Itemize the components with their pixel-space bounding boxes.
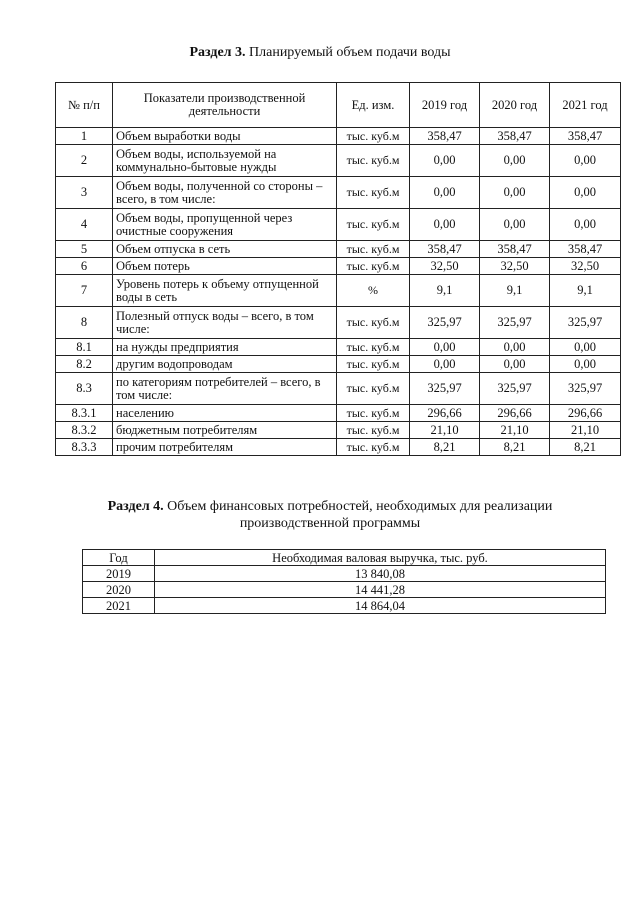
row-year: 2021: [83, 598, 155, 614]
section-4-title-text: Объем финансовых потребностей, необходимых для реализации производственной программы: [163, 499, 553, 531]
row-indicator: Уровень потерь к объему отпущенной воды в сеть: [113, 275, 337, 307]
row-2020: 358,47: [480, 241, 550, 258]
row-num: 1: [56, 128, 113, 145]
row-2021: 325,97: [550, 373, 621, 405]
row-num: 8.3.2: [56, 422, 113, 439]
header-2019: 2019 год: [410, 83, 480, 128]
row-2019: 325,97: [410, 373, 480, 405]
row-num: 8.2: [56, 356, 113, 373]
row-num: 8.3.3: [56, 439, 113, 456]
row-unit: тыс. куб.м: [337, 145, 410, 177]
row-num: 6: [56, 258, 113, 275]
row-2021: 0,00: [550, 356, 621, 373]
table-row: [83, 582, 606, 598]
row-unit: тыс. куб.м: [337, 405, 410, 422]
row-2021: 0,00: [550, 339, 621, 356]
row-indicator: бюджетным потребителям: [113, 422, 337, 439]
row-2019: 0,00: [410, 145, 480, 177]
table-row: [56, 422, 621, 439]
row-2020: 9,1: [480, 275, 550, 307]
table-row: [56, 241, 621, 258]
row-2019: 358,47: [410, 241, 480, 258]
row-2019: 296,66: [410, 405, 480, 422]
water-supply-table: [55, 82, 621, 456]
row-year: 2019: [83, 566, 155, 582]
table-row: [56, 209, 621, 241]
section-4-title: [70, 498, 590, 532]
section-4-title-bold: Раздел 4.: [107, 499, 164, 514]
table-row: [56, 145, 621, 177]
row-2020: 8,21: [480, 439, 550, 456]
row-2021: 358,47: [550, 128, 621, 145]
row-2019: 9,1: [410, 275, 480, 307]
row-indicator: прочим потребителям: [113, 439, 337, 456]
row-indicator: населению: [113, 405, 337, 422]
row-num: 5: [56, 241, 113, 258]
row-unit: тыс. куб.м: [337, 439, 410, 456]
row-2019: 358,47: [410, 128, 480, 145]
row-num: 4: [56, 209, 113, 241]
table-header-row: [56, 83, 621, 128]
row-2021: 358,47: [550, 241, 621, 258]
row-num: 8.1: [56, 339, 113, 356]
row-indicator: Объем воды, полученной со стороны – всего, в том числе:: [113, 177, 337, 209]
row-2021: 32,50: [550, 258, 621, 275]
table-row: [56, 439, 621, 456]
row-2019: 32,50: [410, 258, 480, 275]
row-num: 2: [56, 145, 113, 177]
row-unit: тыс. куб.м: [337, 209, 410, 241]
row-2021: 325,97: [550, 307, 621, 339]
row-2019: 0,00: [410, 209, 480, 241]
table-header-row: [83, 550, 606, 566]
row-2019: 21,10: [410, 422, 480, 439]
row-2020: 325,97: [480, 307, 550, 339]
header-2020: 2020 год: [480, 83, 550, 128]
row-indicator: Объем отпуска в сеть: [113, 241, 337, 258]
row-revenue: 14 441,28: [155, 582, 606, 598]
table-row: [83, 566, 606, 582]
row-unit: %: [337, 275, 410, 307]
row-2020: 32,50: [480, 258, 550, 275]
row-year: 2020: [83, 582, 155, 598]
header-num: № п/п: [56, 83, 113, 128]
row-indicator: Объем воды, пропущенной через очистные сооружения: [113, 209, 337, 241]
header-unit: Ед. изм.: [337, 83, 410, 128]
row-revenue: 13 840,08: [155, 566, 606, 582]
row-2020: 21,10: [480, 422, 550, 439]
row-2021: 9,1: [550, 275, 621, 307]
table-row: [56, 258, 621, 275]
table-row: [83, 598, 606, 614]
row-num: 8: [56, 307, 113, 339]
row-num: 8.3.1: [56, 405, 113, 422]
table-row: [56, 339, 621, 356]
row-2019: 0,00: [410, 356, 480, 373]
row-2019: 0,00: [410, 177, 480, 209]
row-2020: 0,00: [480, 209, 550, 241]
row-2021: 8,21: [550, 439, 621, 456]
row-unit: тыс. куб.м: [337, 241, 410, 258]
row-2020: 0,00: [480, 177, 550, 209]
row-indicator: по категориям потребителей – всего, в том числе:: [113, 373, 337, 405]
row-2020: 0,00: [480, 356, 550, 373]
row-indicator: другим водопроводам: [113, 356, 337, 373]
row-unit: тыс. куб.м: [337, 307, 410, 339]
row-num: 3: [56, 177, 113, 209]
table-row: [56, 177, 621, 209]
table-row: [56, 128, 621, 145]
row-unit: тыс. куб.м: [337, 339, 410, 356]
row-unit: тыс. куб.м: [337, 258, 410, 275]
table-row: [56, 275, 621, 307]
row-indicator: Объем выработки воды: [113, 128, 337, 145]
row-2021: 0,00: [550, 177, 621, 209]
table-row: [56, 307, 621, 339]
row-indicator: Полезный отпуск воды – всего, в том числе:: [113, 307, 337, 339]
row-2021: 0,00: [550, 145, 621, 177]
row-2020: 358,47: [480, 128, 550, 145]
table-row: [56, 373, 621, 405]
row-indicator: на нужды предприятия: [113, 339, 337, 356]
row-indicator: Объем воды, используемой на коммунально-бытовые нужды: [113, 145, 337, 177]
header-revenue: Необходимая валовая выручка, тыс. руб.: [155, 550, 606, 566]
row-2019: 0,00: [410, 339, 480, 356]
header-indicator: Показатели производственной деятельности: [113, 83, 337, 128]
row-2021: 21,10: [550, 422, 621, 439]
row-2020: 296,66: [480, 405, 550, 422]
row-num: 8.3: [56, 373, 113, 405]
section-3-title-bold: Раздел 3.: [189, 45, 246, 60]
header-year: Год: [83, 550, 155, 566]
row-num: 7: [56, 275, 113, 307]
row-2021: 296,66: [550, 405, 621, 422]
financial-needs-table: [82, 549, 606, 614]
row-unit: тыс. куб.м: [337, 128, 410, 145]
row-unit: тыс. куб.м: [337, 373, 410, 405]
row-unit: тыс. куб.м: [337, 422, 410, 439]
row-2020: 325,97: [480, 373, 550, 405]
section-3-title: [0, 44, 640, 61]
row-unit: тыс. куб.м: [337, 177, 410, 209]
row-unit: тыс. куб.м: [337, 356, 410, 373]
row-indicator: Объем потерь: [113, 258, 337, 275]
table-row: [56, 405, 621, 422]
row-2020: 0,00: [480, 339, 550, 356]
row-2021: 0,00: [550, 209, 621, 241]
row-2019: 8,21: [410, 439, 480, 456]
row-2019: 325,97: [410, 307, 480, 339]
row-2020: 0,00: [480, 145, 550, 177]
header-2021: 2021 год: [550, 83, 621, 128]
table-row: [56, 356, 621, 373]
section-3-title-text: Планируемый объем подачи воды: [245, 45, 451, 60]
row-revenue: 14 864,04: [155, 598, 606, 614]
